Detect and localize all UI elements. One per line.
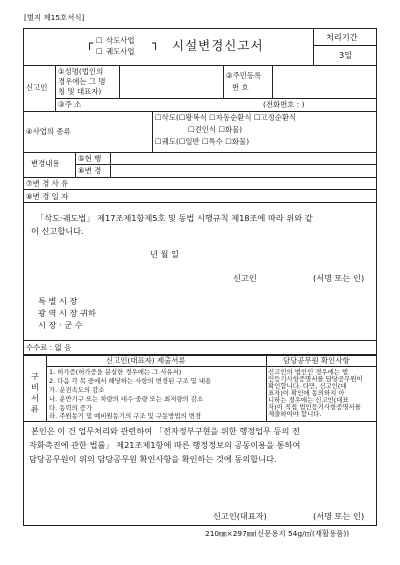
rrn-label-line1: ②주민등록 — [226, 71, 262, 80]
changed-label: ⑥변 경 — [78, 166, 102, 175]
change-content-label: 변경내용 — [31, 159, 60, 168]
documents-side-label-1: 구 — [31, 371, 39, 381]
officer-check-line-5: 니하는 경우에는 신고인(대표 — [268, 396, 349, 404]
change-reason-label: ⑦변 경 사 유 — [26, 179, 69, 188]
changed-field[interactable] — [111, 165, 376, 176]
declaration-line-2: 이 신고합니다. — [31, 226, 84, 236]
processing-period-label: 처리기간 — [326, 32, 358, 42]
declaration-line-1: 「삭도·궤도법」 제17조제1항제5호 및 동법 시행규칙 제18조에 따라 위와 같 — [36, 213, 313, 223]
applicant-label: 신고인 — [26, 83, 48, 92]
title-checkbox-2[interactable]: ☐ — [96, 47, 103, 56]
form-title: 시설변경신고서 — [172, 38, 264, 53]
recipient-line-2: 광 역 시 장 귀하 — [38, 308, 96, 318]
declaration-signer-label: 신고인 — [233, 273, 257, 283]
consent-line-1: 본인은 이 건 업무처리와 관련하여 「전자정부구현을 위한 행정업무 등의 전 — [31, 426, 300, 436]
consent-line-3: 담당공무원이 위의 담당공무원 확인사항을 확인하는 것에 동의합니다. — [29, 454, 277, 464]
officer-check-line-2: 인등기사항증명서를 담당공무원이 — [268, 375, 363, 383]
officer-check-header: 담당공무원 확인사항 — [283, 356, 350, 365]
form-label: [별지 제15호서식] — [24, 13, 85, 22]
applicant-doc-item-5: 다. 동력의 증가 — [49, 404, 93, 412]
address-field[interactable] — [110, 99, 260, 110]
address-label: ③주 소 — [58, 100, 82, 109]
title-option-samdo: 삭도사업 — [106, 36, 135, 45]
change-date-label: ⑧변 경 일 자 — [26, 192, 69, 201]
title-option-gwedo: 궤도사업 — [106, 47, 135, 56]
consent-sign-note[interactable]: (서명 또는 인) — [313, 511, 365, 521]
change-reason-field[interactable] — [90, 178, 375, 188]
title-block — [86, 35, 286, 59]
documents-side-label-3: 서 — [31, 393, 39, 403]
applicant-doc-item-4: 나. 운반기구 또는 차량의 대수·중량 또는 최저량의 감소 — [49, 395, 204, 403]
documents-side-label-2: 비 — [31, 382, 39, 392]
paper-spec-footer: 210㎜×297㎜(신문용지 54g/㎡(재활용품)) — [205, 529, 350, 538]
fee-label: 수수료 : 없 음 — [26, 343, 72, 352]
rrn-label-line2: 번 호 — [232, 83, 249, 92]
recipient-line-3: 시 장 · 군 수 — [38, 320, 83, 330]
applicant-doc-item-3: 가. 운전속도의 감소 — [49, 386, 105, 394]
business-row-1[interactable]: ☐삭도(☐왕복식 ☐자동순환식 ☐고정순환식 — [155, 113, 297, 122]
current-field[interactable] — [111, 153, 376, 163]
name-label-line1: ①성명(법인의 — [58, 67, 104, 76]
change-date-field[interactable] — [90, 190, 375, 201]
declaration-sign-note[interactable]: (서명 또는 인) — [313, 273, 365, 283]
business-row-2[interactable]: ☐견인식 ☐화물) — [188, 125, 243, 134]
title-bracket-right: ┐ — [152, 36, 160, 50]
officer-check-line-4: 표자)이 확인에 동의하지 아 — [268, 389, 345, 397]
documents-side-label-4: 류 — [31, 404, 39, 414]
officer-check-line-1: 신고인의 법인인 경우에는 법 — [268, 368, 349, 376]
current-label: ⑤현 행 — [78, 154, 102, 163]
applicant-doc-item-2: 2. 다음 각 목 중에서 해당하는 사항의 변경된 구조 및 내용 — [49, 377, 212, 385]
name-label-line2: 경우에는 그 명 — [58, 77, 106, 86]
applicant-doc-item-6: 라. 주원동기 및 예비원동기의 구조 및 구동방법의 변경 — [49, 412, 202, 420]
name-field[interactable] — [120, 66, 222, 97]
officer-check-line-3: 확인합니다. 다만, 신고인(대 — [268, 382, 347, 390]
officer-check-line-6: 자)이 직접 법인등기사항증명서를 — [268, 403, 361, 411]
processing-period-value: 3일 — [339, 50, 353, 60]
consent-line-2: 자화촉진에 관한 법률」 제21조제1항에 따른 행정정보의 공동이용을 통하여 — [29, 440, 301, 450]
business-type-label: ④사업의 종류 — [26, 127, 71, 136]
applicant-docs-header: 신고인(대표자) 제출서류 — [106, 356, 186, 365]
declaration-date[interactable]: 년 월 일 — [150, 249, 179, 259]
business-row-3[interactable]: ☐궤도(☐일반 ☐특수 ☐화물) — [155, 137, 250, 146]
phone-label: (전화번호 : ) — [263, 100, 305, 109]
title-bracket-left: ┌ — [86, 36, 94, 50]
applicant-doc-item-1: 1. 허가증(허가증을 분실한 경우에는 그 사유서) — [49, 368, 182, 376]
rrn-field[interactable] — [273, 66, 376, 97]
officer-check-line-7: 제출하여야 합니다. — [268, 410, 322, 418]
name-label-line3: 칭 및 대표자) — [58, 87, 102, 96]
consent-signer-label: 신고인(대표자) — [213, 511, 267, 521]
title-checkbox-1[interactable]: ☐ — [96, 36, 103, 45]
recipient-line-1: 특 별 시 장 — [38, 296, 78, 306]
